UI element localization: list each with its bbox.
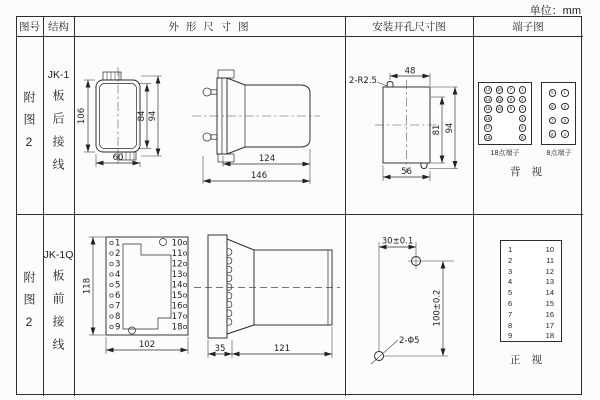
terminal-number: 9 [508,331,513,341]
front-view [77,67,162,167]
front-view [83,237,189,354]
dim-146: 146 [250,171,268,181]
terminal-pin: 5 [549,89,557,97]
terminal-number: 15 [171,290,183,301]
header-structure: 结构 [48,20,69,33]
row1-fig-no-cell [16,37,43,213]
terminal-number: 4 [115,269,121,280]
dim-118: 118 [82,277,93,295]
model-text: JK-1 [47,69,70,81]
terminal-number: 12 [545,266,554,276]
terminal-pin: 10 [497,87,502,93]
terminal-pin: 7 [549,117,557,125]
side-view [194,235,340,358]
label-holes: 2-Φ5 [399,336,420,346]
terminal-8pt-label: 8点端子 [546,150,572,157]
dim-94: 94 [445,122,455,134]
row2-fig-no-cell [16,215,43,395]
mounting-plate [349,67,458,182]
terminal-pin: 17 [485,125,490,131]
terminal-number: 1 [115,238,121,249]
terminal-pin: 6 [549,103,557,111]
terminal-number: 17 [545,320,554,330]
terminal-pin: 18 [485,134,490,140]
header-mounting: 安装开孔尺寸图 [372,20,446,33]
dim-121: 121 [273,344,291,354]
column-divider [473,16,474,396]
terminal-number: 3 [115,259,121,270]
terminal-number: 5 [508,288,513,298]
terminal-number: 13 [171,269,183,280]
terminal-8pt-grid [542,83,575,144]
terminal-right-column [545,245,554,341]
terminal-number: 8 [508,320,513,330]
terminal-number: 14 [171,280,183,291]
terminal-pin: 2 [561,103,569,111]
dim-94: 94 [148,110,158,122]
dim-124: 124 [258,154,276,164]
dim-56: 56 [401,167,412,177]
terminal-pin: 2 [519,96,527,104]
terminal-number: 12 [171,259,183,270]
terminal-number: 13 [545,277,554,287]
terminal-number: 11 [546,255,554,265]
terminal-number: 18 [171,322,183,333]
dim-106: 106 [77,107,87,125]
terminal-number: 3 [508,266,513,276]
dim-35: 35 [214,344,226,354]
row1-view-label: 背 视 [510,166,546,178]
side-view [192,70,320,184]
dim-84: 84 [137,110,147,122]
row1-mounting-drawing [345,36,473,214]
terminal-pin: 16 [485,115,490,121]
terminal-pin: 8 [507,96,515,104]
terminal-18pt-box [478,82,532,145]
dim-100: 100±0.2 [432,289,443,327]
terminal-pin: 5 [519,124,527,132]
model-text: JK-1Q [43,249,74,261]
terminal-number: 5 [115,280,121,291]
terminal-number: 8 [115,311,121,322]
row1-outline-drawing [74,36,345,214]
terminal-pin: 4 [561,130,569,138]
terminal-number: 14 [545,288,554,298]
terminal-pin: 1 [561,89,569,97]
terminal-8pt-box [541,82,576,145]
mounting-holes [371,237,454,365]
dim-48: 48 [404,66,416,77]
header-terminal: 端子图 [512,20,544,33]
terminal-number: 7 [508,309,513,319]
terminal-number: 1 [508,245,513,254]
dim-102: 102 [138,340,156,350]
terminal-number: 17 [171,311,183,322]
terminal-18pt-label: 18点端子 [490,150,520,157]
terminal-front-box [500,240,562,342]
wiring-text: 板后接线 [51,89,65,181]
header-fig-no: 图号 [19,20,40,33]
row2-view-label: 正 视 [510,354,546,366]
terminal-number: 11 [171,248,183,259]
header-outline: 外 形 尺 寸 图 [168,20,251,33]
unit-label: 单位：mm [529,5,581,17]
terminal-number: 2 [115,248,121,259]
terminal-number: 9 [115,322,121,333]
terminal-pin: 11 [497,96,502,102]
terminal-number: 15 [545,298,554,308]
terminal-number: 2 [508,255,513,265]
terminal-number: 18 [545,331,554,341]
terminal-pin: 3 [561,117,569,125]
terminal-pin: 15 [485,106,490,112]
terminal-pin: 14 [485,96,490,102]
terminal-number: 6 [508,298,513,308]
terminal-left-column [508,245,513,341]
row2-outline-drawing [74,214,345,396]
terminal-number: 16 [545,309,554,319]
fig-no-text: 附图2 [22,271,36,339]
terminal-pin: 7 [507,86,515,94]
terminal-front-columns [501,241,561,341]
label-radius: 2-R2.5 [349,76,377,86]
fig-no-text: 附图2 [22,91,36,159]
terminal-pin: 8 [549,130,557,138]
dim-60: 60 [112,153,124,163]
terminal-number: 16 [171,301,183,312]
terminal-pin: 6 [519,134,527,142]
terminal-pin: 13 [485,87,490,93]
terminal-pin: 12 [497,106,502,112]
terminal-pin: 4 [519,115,527,123]
terminal-number: 10 [545,245,554,254]
row2-mounting-drawing [345,214,473,396]
row2-structure-cell [43,215,74,395]
terminal-pin: 3 [519,105,527,113]
terminal-18pt-grid [479,83,531,144]
terminal-number: 4 [508,277,513,287]
terminal-number: 6 [115,290,121,301]
wiring-text: 板前接线 [51,269,65,361]
row1-structure-cell [43,37,74,213]
dim-30: 30±0.1 [381,236,414,247]
dim-81: 81 [432,124,442,136]
terminal-pin: 9 [507,105,515,113]
terminal-number: 10 [171,238,183,249]
terminal-number: 7 [115,301,121,312]
terminal-pin: 1 [519,86,527,94]
